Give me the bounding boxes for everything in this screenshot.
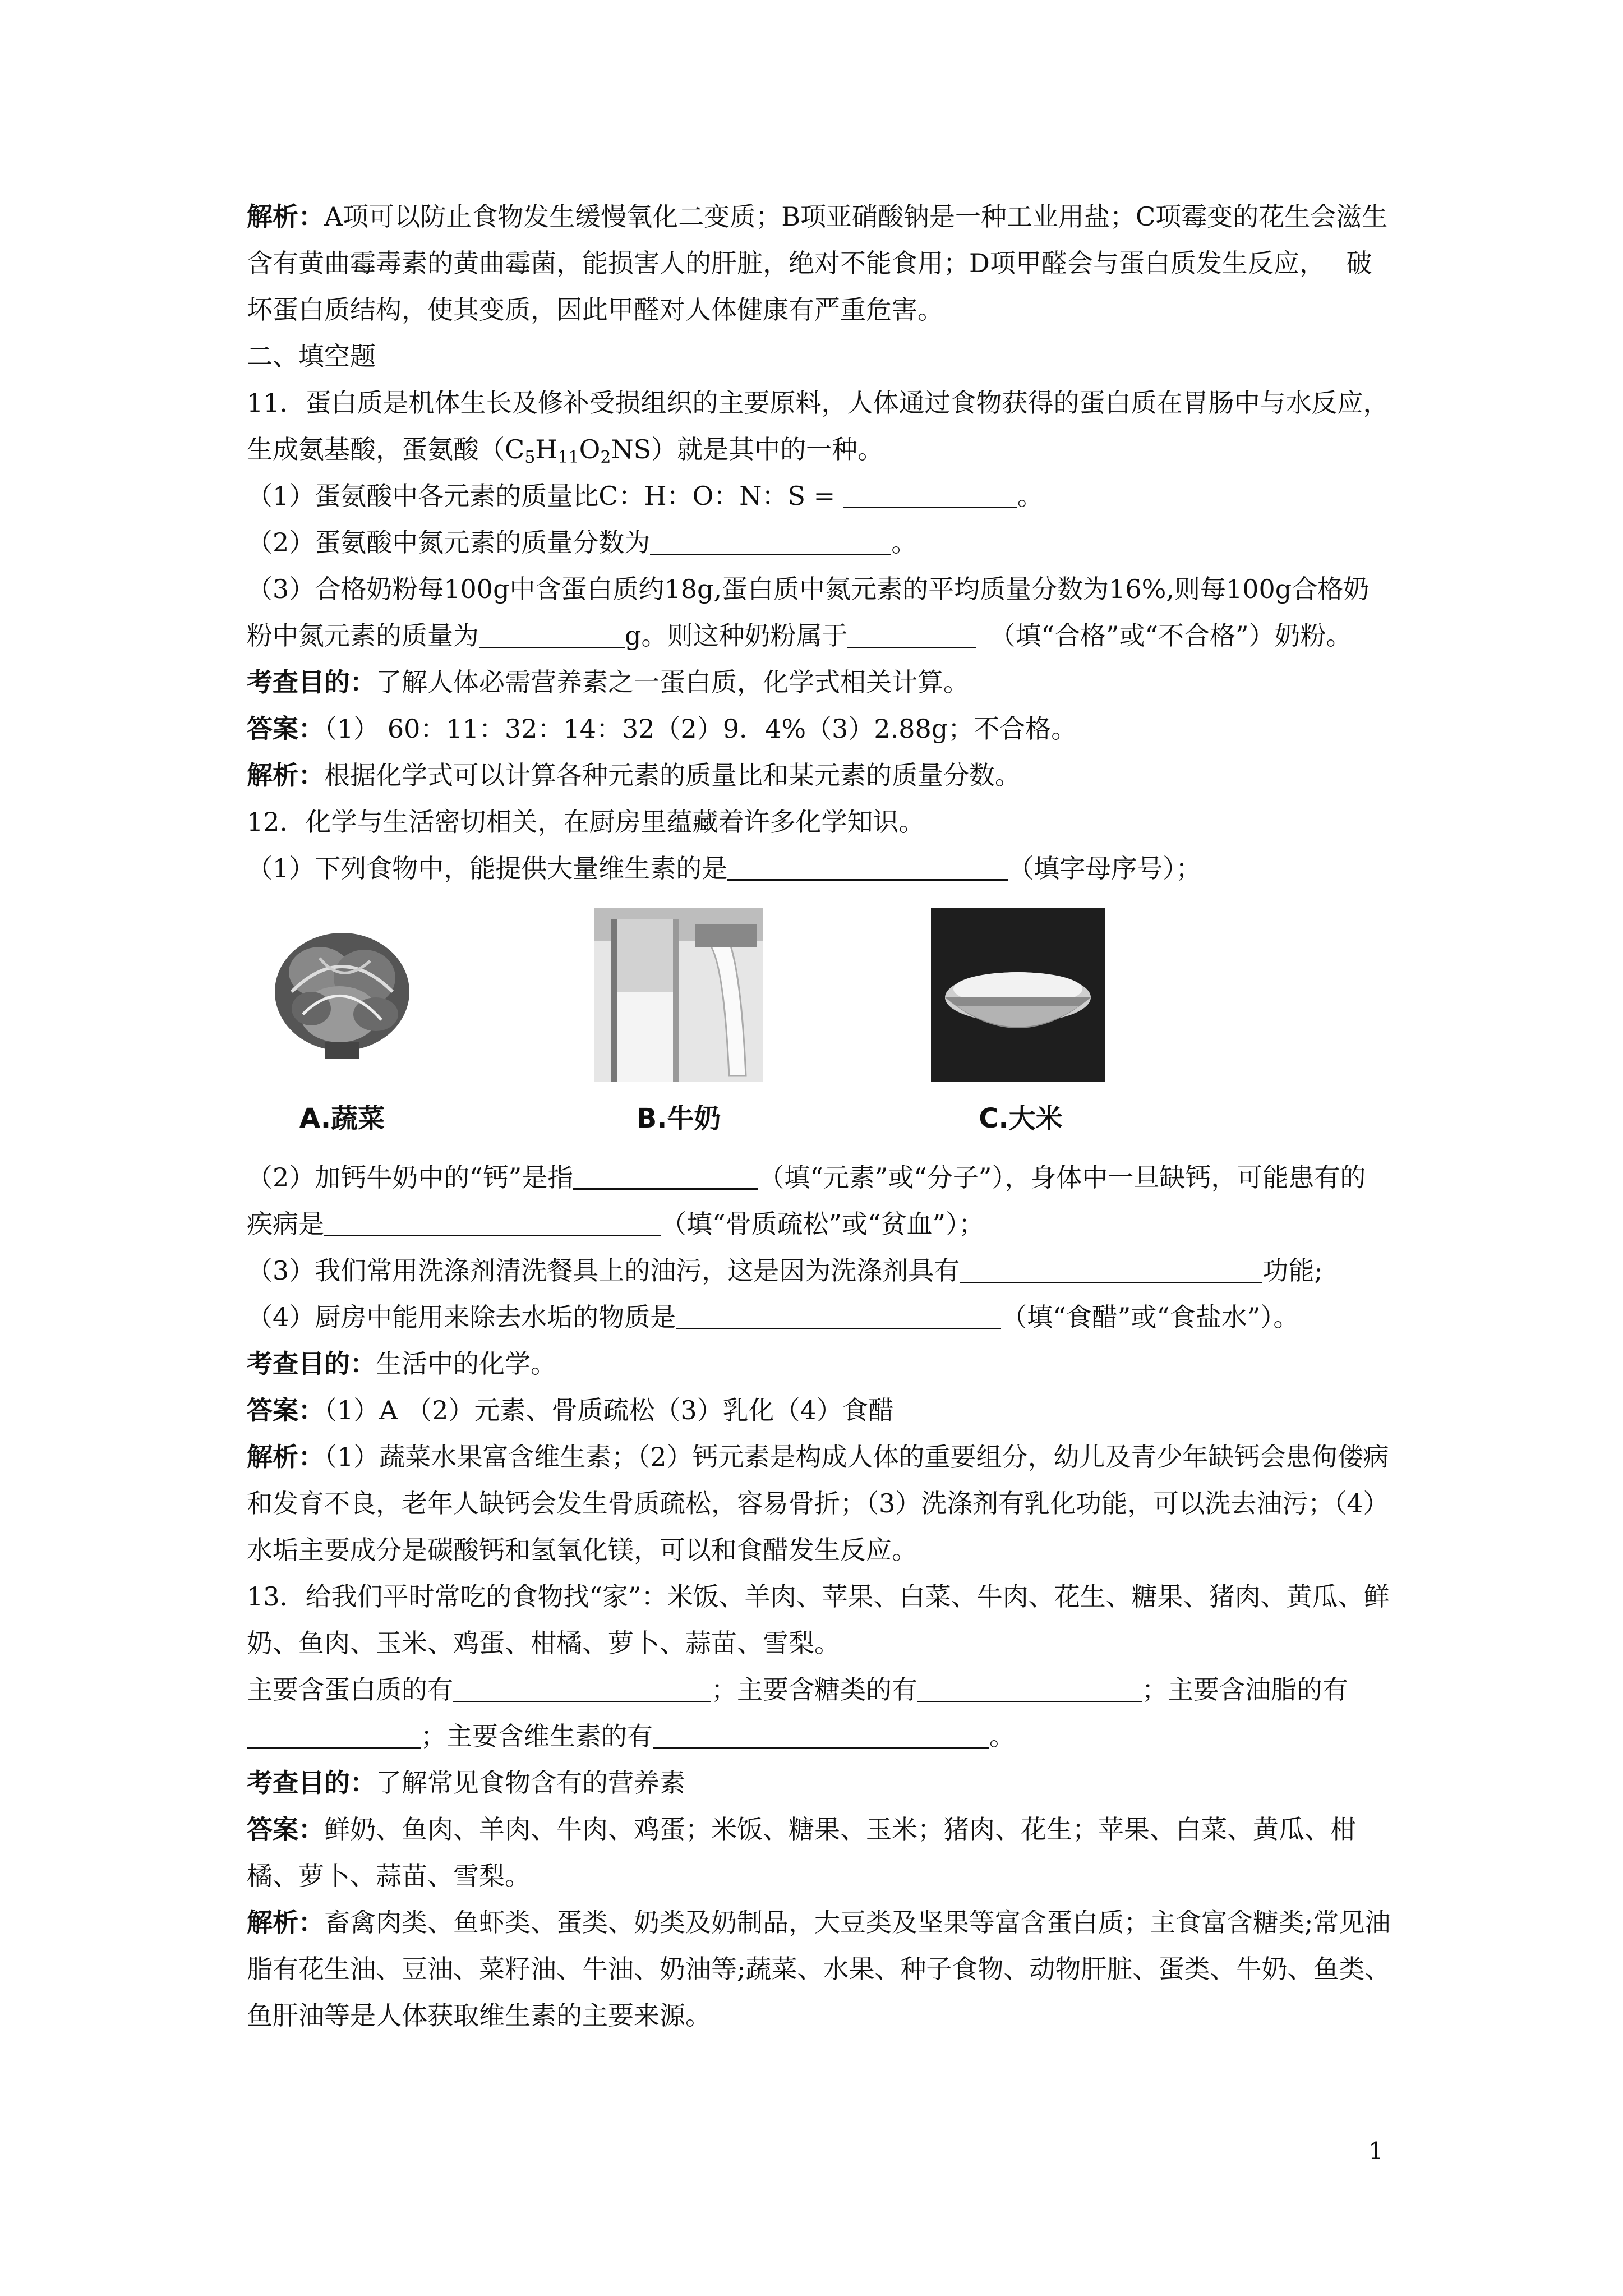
answer-blank[interactable] [843, 481, 1017, 508]
answer-blank[interactable] [479, 621, 625, 648]
section-title: 二、填空题 [247, 341, 376, 371]
q11-goal: 考查目的：了解人体必需营养素之一蛋白质，化学式相关计算。 [247, 667, 969, 697]
q12-explanation: 解析：（1）蔬菜水果富含维生素；（2）钙元素是构成人体的重要组分，幼儿及青少年缺钙会患佝偻病和发育不良，老年人缺钙会发生骨质疏松，容易骨折；（3）洗涤剂有乳化功能，可以洗去油污；（4）水垢主要成分是碳酸钙和氢氧化镁，可以和食醋发生反应。 [247, 1442, 1389, 1565]
milk-image [594, 908, 763, 1082]
q12-goal: 考查目的：生活中的化学。 [247, 1349, 556, 1379]
food-figures [247, 908, 1391, 1149]
answer-blank[interactable] [960, 1256, 1262, 1283]
q12-answer: 答案：（1）A （2）元素、骨质疏松（3）乳化（4）食醋 [247, 1395, 894, 1425]
q12-part4: （4）厨房中能用来除去水垢的物质是 （填“食醋”或“食盐水”）。 [247, 1302, 1299, 1332]
q11-answer: 答案：（1） 60：11：32：14：32（2）9．4%（3）2.88g；不合格。 [247, 714, 1077, 744]
figure-rice [931, 908, 1105, 1134]
q13-goal: 考查目的：了解常见食物含有的营养素 [247, 1768, 685, 1798]
q11-part2: （2）蛋氨酸中氮元素的质量分数为 。 [247, 527, 917, 558]
q13-fill: 主要含蛋白质的有 ；主要含糖类的有 ；主要含油脂的有；主要含维生素的有 。 [247, 1674, 1348, 1751]
answer-blank[interactable] [453, 1675, 711, 1702]
q12-part3: （3）我们常用洗涤剂清洗餐具上的油污，这是因为洗涤剂具有 功能; [247, 1255, 1323, 1286]
label-explanation: 解析： [247, 201, 324, 232]
rice-image [931, 908, 1105, 1082]
q12-stem: 12．化学与生活密切相关，在厨房里蕴藏着许多化学知识。 [247, 807, 925, 837]
figure-caption-a: A.蔬菜 [299, 1103, 385, 1134]
q11-part3: （3）合格奶粉每100g中含蛋白质约18g,蛋白质中氮元素的平均质量分数为16%,则每100g合格奶粉中氮元素的质量为 g。则这种奶粉属于 （填“合格”或“不合格”）奶粉。 [247, 574, 1370, 651]
vegetables-image [258, 908, 426, 1076]
answer-blank[interactable] [917, 1675, 1142, 1702]
page-number: 1 [1368, 2137, 1384, 2165]
q13-explanation: 解析：畜禽肉类、鱼虾类、蛋类、奶类及奶制品，大豆类及坚果等富含蛋白质；主食富含糖类;常见油脂有花生油、豆油、菜籽油、牛油、奶油等;蔬菜、水果、种子食物、动物肝脏、蛋类、牛奶、鱼类、鱼肝油等是人体获取维生素的主要来源。 [247, 1907, 1391, 2031]
q13-stem: 13．给我们平时常吃的食物找“家”：米饭、羊肉、苹果、白菜、牛肉、花生、糖果、猪肉、黄瓜、鲜奶、鱼肉、玉米、鸡蛋、柑橘、萝卜、蒜苗、雪梨。 [247, 1581, 1390, 1658]
document-body [247, 194, 1391, 2039]
answer-blank[interactable] [727, 853, 1008, 881]
q13-answer: 答案：鲜奶、鱼肉、羊肉、牛肉、鸡蛋；米饭、糖果、玉米；猪肉、花生；苹果、白菜、黄瓜、柑橘、萝卜、蒜苗、雪梨。 [247, 1814, 1356, 1891]
intro-explanation: 解析：A项可以防止食物发生缓慢氧化二变质；B项亚硝酸钠是一种工业用盐；C项霉变的花生会滋生含有黄曲霉毒素的黄曲霉菌，能损害人的肝脏，绝对不能食用；D项甲醛会与蛋白质发生反应， 破坏蛋白质结构，使其变质，因此甲醛对人体健康有严重危害。 [247, 201, 1388, 325]
figure-caption-c: C.大米 [979, 1103, 1063, 1134]
answer-blank[interactable] [653, 1722, 989, 1749]
answer-blank[interactable] [650, 528, 891, 555]
figure-vegetables [258, 908, 426, 1134]
figure-caption-b: B.牛奶 [636, 1103, 721, 1134]
q11-explanation: 解析：根据化学式可以计算各种元素的质量比和某元素的质量分数。 [247, 760, 1021, 790]
q11-part1: （1）蛋氨酸中各元素的质量比C：H：O：N：S = 。 [247, 481, 1043, 511]
q12-part1: （1）下列食物中，能提供大量维生素的是 （填字母序号）； [247, 853, 1202, 884]
answer-blank[interactable] [847, 621, 976, 648]
q12-part2: （2）加钙牛奶中的“钙”是指 （填“元素”或“分子”），身体中一旦缺钙，可能患有的疾病是 （填“骨质疏松”或“贫血”）； [247, 1162, 1366, 1239]
figure-milk [594, 908, 763, 1134]
q11-stem: 11．蛋白质是机体生长及修补受损组织的主要原料，人体通过食物获得的蛋白质在胃肠中与水反应，生成氨基酸，蛋氨酸$(C_5H_{11}O_2NS)$就是其中的一种。 [247, 388, 1389, 467]
answer-blank[interactable] [247, 1722, 421, 1749]
answer-blank[interactable] [676, 1303, 1001, 1329]
answer-blank[interactable] [324, 1209, 661, 1236]
answer-blank[interactable] [573, 1162, 758, 1190]
